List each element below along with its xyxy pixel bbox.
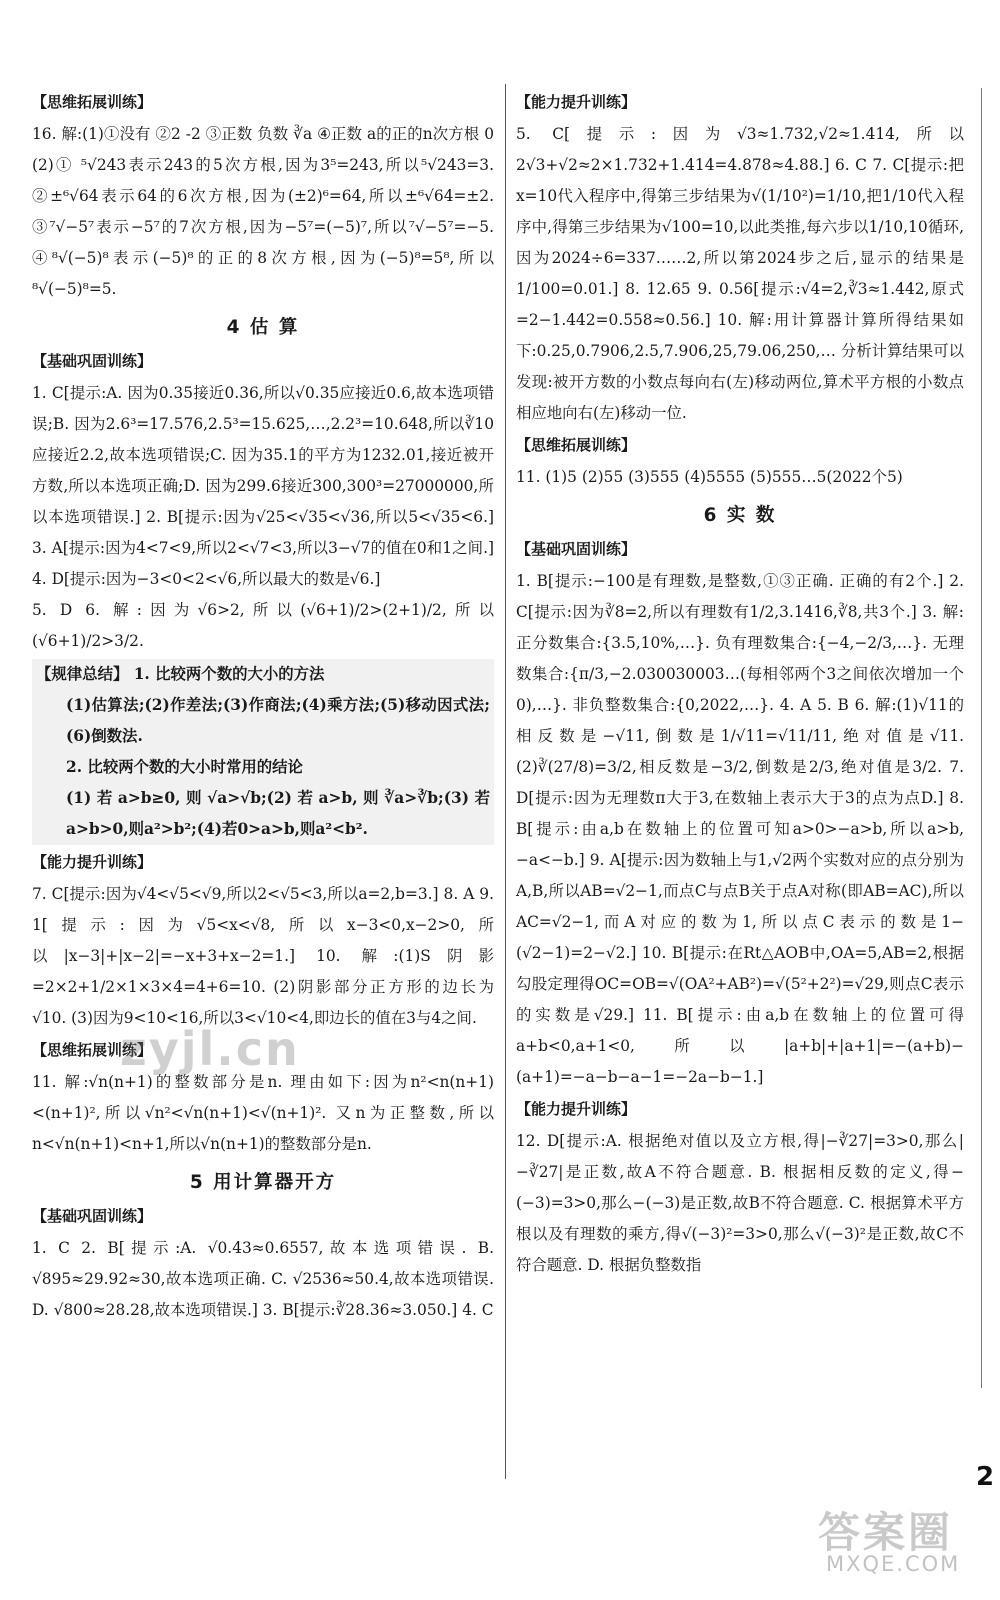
section-label: 【思维拓展训练】 [32,1041,153,1059]
answer-paragraph: 1. B[提示:−100是有理数,是整数,①③正确. 正确的有2个.] 2. C[提示:因为∛8=2,所以有理数有1/2,3.1416,∛8,共3个.] 3. 解:正分数集合:{3.5,10%,…}. 负有理数集合:{−4,−2/3,…}. 无理数集合:{π/3,−2.030030003…(每相邻两个3之间依次增加一个0),…}. 非负整数集合:{0,2022,…}. 4. A 5. B 6. 解:(1)√11的相反数是−√11,倒数是1/√11=√11/11,绝对值是√11. (2)∛(27/8)=3/2,相反数是−3/2,倒数是2/3,绝对值是3/2. 7. D[提示:因为无理数π大于3,在数轴上表示大于3的点为点D.] 8. B[提示:由a,b在数轴上的位置可知a>0>−a>b,所以a>b,−a<−b.] 9. A[提示:因为数轴上与1,√2两个实数对应的点分别为A,B,所以AB=√2−1,而点C与点B关于点A对称(即AB=AC),所以AC=√2−1,而A对应的数为1,所以点C表示的数是1−(√2−1)=2−√2.] 10. B[提示:在Rt△AOB中,OA=5,AB=2,根据勾股定理得OC=OB=√(OA²+AB²)=√(5²+2²)=√29,则点C表示的实数是√29.] 11. B[提示:由a,b在数轴上的位置可得a+b<0,a+1<0,所以|a+b|+|a+1|=−(a+b)−(a+1)=−a−b−a−1=−2a−b−1.] [516,572,964,1086]
section-label: 【基础巩固训练】 [516,540,637,558]
rule-summary-box [32,659,494,845]
rule-summary-title: 【规律总结】 1. 比较两个数的大小的方法 [36,665,325,683]
answer-paragraph: 12. D[提示:A. 根据绝对值以及立方根,得|−∛27|=3>0,那么|−∛27|是正数,故A不符合题意. B. 根据相反数的定义,得−(−3)=3>0,那么−(−3)是正数,故B不符合题意. C. 根据算术平方根以及有理数的乘方,得√(−3)²=3>0,那么√(−3)²是正数,故C不符合题意. D. 根据负整数指 [516,1132,964,1274]
section-label: 【能力提升训练】 [516,1100,637,1118]
section-label: 【能力提升训练】 [32,853,153,871]
section-label: 【思维拓展训练】 [516,436,637,454]
section-label: 【基础巩固训练】 [32,352,153,370]
watermark-site: MXQE.COM [826,1552,961,1576]
watermark-zyjl: zyjl.cn [120,1022,300,1076]
page-edge-line [981,88,982,1388]
chapter-heading: 6 实 数 [703,505,777,526]
answer-paragraph: 1. C[提示:A. 因为0.35接近0.36,所以√0.35应接近0.6,故本选项错误;B. 因为2.6³=17.576,2.5³=15.625,…,2.2³=10.648,所以∛10应接近2.2,故本选项错误;C. 因为35.1的平方为1232.01,接近被开方数,所以本选项正确;D. 因为299.6接近300,300³=27000000,所以本选项错误.] 2. B[提示:因为√25<√35<√36,所以5<√35<6.] 3. A[提示:因为4<7<9,所以2<√7<3,所以3−√7的值在0和1之间.] 4. D[提示:因为−3<0<2<√6,所以最大的数是√6.] [32,384,494,588]
section-label: 【基础巩固训练】 [32,1207,153,1225]
rule-summary-line: 2. 比较两个数的大小时常用的结论 [66,758,303,776]
watermark-logo: 答案圈 [818,1508,954,1557]
right-column [516,86,964,1281]
section-label: 【能力提升训练】 [516,93,637,111]
page-marker: 2 [976,1462,995,1492]
chapter-heading: 4 估 算 [226,317,300,338]
answer-paragraph: 5. C[提示:因为√3≈1.732,√2≈1.414,所以2√3+√2≈2×1.732+1.414=4.878≈4.88.] 6. C 7. C[提示:把x=10代入程序中,得第三步结果为√(1/10²)=1/10,把1/10代入程序中,得第三步结果为√100=10,以此类推,每六步以1/10,10循环,因为2024÷6=337……2,所以第2024步之后,显示的结果是1/100=0.01.] 8. 12.65 9. 0.56[提示:√4=2,∛3≈1.442,原式=2−1.442=0.558≈0.56.] 10. 解:用计算器计算所得结果如下:0.25,0.7906,2.5,7.906,25,79.06,250,… 分析计算结果可以发现:被开方数的小数点每向右(左)移动两位,算术平方根的小数点相应地向右(左)移动一位. [516,125,964,422]
left-column [32,86,494,1326]
answer-paragraph: 16. 解:(1)①没有 ②2 -2 ③正数 负数 ∛a ④正数 a的正的n次方根 0 (2)① ⁵√243表示243的5次方根,因为3⁵=243,所以⁵√243=3. ②±⁶√64表示64的6次方根,因为(±2)⁶=64,所以±⁶√64=±2. ③⁷√−5⁷表示−5⁷的7次方根,因为−5⁷=(−5)⁷,所以⁷√−5⁷=−5. ④⁸√(−5)⁸表示(−5)⁸的正的8次方根,因为(−5)⁸=5⁸,所以⁸√(−5)⁸=5. [32,125,494,298]
answer-paragraph: 11. (1)5 (2)55 (3)555 (4)5555 (5)555…5(2022个5) [516,468,903,486]
rule-summary-line: (1)若a>b≥0,则√a>√b;(2)若a>b,则∛a>∛b;(3)若a>b>0,则a²>b²;(4)若0>a>b,则a²<b². [66,789,490,838]
answer-paragraph: 5. D 6. 解:因为√6>2,所以(√6+1)/2>(2+1)/2,所以(√6+1)/2>3/2. [32,601,494,650]
column-divider [505,84,506,1479]
chapter-heading: 5 用计算器开方 [189,1172,337,1193]
answer-paragraph: 7. C[提示:因为√4<√5<√9,所以2<√5<3,所以a=2,b=3.] 8. A 9. 1[提示:因为√5<x<√8,所以x−3<0,x−2>0,所以|x−3|+|x−2|=−x+3+x−2=1.] 10. 解:(1)S阴影=2×2+1/2×1×3×4=4+6=10. (2)阴影部分正方形的边长为√10. (3)因为9<10<16,所以3<√10<4,即边长的值在3与4之间. [32,885,494,1027]
section-label: 【思维拓展训练】 [32,93,153,111]
answer-paragraph: 1. C 2. B[提示:A. √0.43≈0.6557,故本选项错误. B. √895≈29.92≈30,故本选项正确. C. √2536≈50.4,故本选项错误. D. √800≈28.28,故本选项错误.] 3. B[提示:∛28.36≈3.050.] 4. C [32,1239,494,1319]
rule-summary-line: (1)估算法;(2)作差法;(3)作商法;(4)乘方法;(5)移动因式法;(6)倒数法. [66,696,490,745]
answer-paragraph: 11. 解:√n(n+1)的整数部分是n. 理由如下:因为n²<n(n+1)<(n+1)²,所以√n²<√n(n+1)<√(n+1)². 又n为正整数,所以n<√n(n+1)<n+1,所以√n(n+1)的整数部分是n. [32,1073,494,1153]
